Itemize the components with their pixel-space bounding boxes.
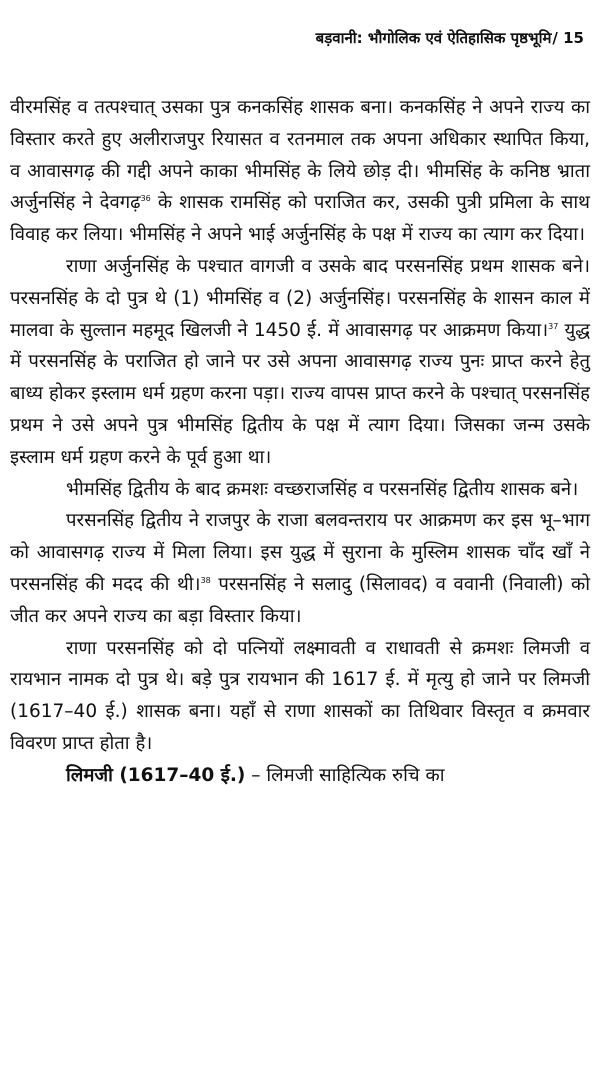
header-separator: / [552, 29, 564, 47]
paragraph-text: परसनसिंह द्वितीय ने राजपुर के राजा बलवन्तराय पर आक्रमण कर इस भू–भाग को आवासगढ़ राज्य में मिला लिया। इस युद्ध में सुराना के मुस्लिम शासक चाँद खाँ ने परसनसिंह की मदद की थी। [10, 510, 590, 595]
paragraph-text: राणा अर्जुनसिंह के पश्चात वागजी व उसके बाद परसनसिंह प्रथम शासक बने। परसनसिंह के दो पुत्र थे (1) भीमसिंह व (2) अर्जुनसिंह। परसनसिंह के शासन काल में मालवा के सुल्तान महमूद खिलजी ने 1450 ई. में आवासगढ़ पर आक्रमण किया। [10, 255, 590, 341]
paragraph-text: राणा परसनसिंह को दो पत्नियों लक्ष्मावती व राधावती से क्रमशः लिमजी व रायभान नामक दो पुत्र थे। बड़े पुत्र रायभान की 1617 ई. में मृत्यु हो जाने पर लिमजी (1617–40 ई.) शासक बना। यहाँ से राणा शासकों का तिथिवार विस्तृत व क्रमवार विवरण प्राप्त होता है। [10, 637, 590, 754]
paragraph [10, 760, 590, 792]
paragraph-text: युद्ध में परसनसिंह के पराजित हो जाने पर उसे अपना आवासगढ़ राज्य पुनः प्राप्त करने हेतु बाध्य होकर इस्लाम धर्म ग्रहण करना पड़ा। राज्य वापस प्राप्त करने के पश्चात् परसनसिंह प्रथम ने उसे अपने पुत्र भीमसिंह द्वितीय के पक्ष में त्याग दिया। जिसका जन्म उसके इस्लाम धर्म ग्रहण करने के पूर्व हुआ था। [10, 319, 590, 468]
paragraph [10, 92, 590, 251]
paragraph-text: के शासक रामसिंह को पराजित कर, उसकी पुत्री प्रमिला के साथ विवाह कर लिया। भीमसिंह ने अपने भाई अर्जुनसिंह के पक्ष में राज्य का त्याग कर दिया। [10, 192, 590, 246]
header-title: बड़वानी: भौगोलिक एवं ऐतिहासिक पृष्ठभूमि [315, 29, 552, 47]
page-body [10, 92, 590, 792]
paragraph [10, 474, 590, 506]
footnote-ref: 36 [140, 194, 151, 204]
paragraph-text: – लिमजी साहित्यिक रुचि का [245, 764, 445, 786]
footnote-ref: 37 [548, 321, 559, 331]
running-header [316, 28, 584, 48]
paragraph-text: वीरमसिंह व तत्पश्चात् उसका पुत्र कनकसिंह शासक बना। कनकसिंह ने अपने राज्य का विस्तार करते हुए अलीराजपुर रियासत व रतनमाल तक अपना अधिकार स्थापित किया, व आवासगढ़ की गद्दी अपने काका भीमसिंह के लिये छोड़ दी। भीमसिंह के कनिष्ठ भ्राता अर्जुनसिंह ने देवगढ़ [10, 97, 590, 214]
paragraph [10, 505, 590, 632]
paragraph [10, 633, 590, 760]
page-number: 15 [563, 29, 584, 47]
paragraph-text: परसनसिंह ने सलादु (सिलावद) व ववानी (निवाली) को जीत कर अपने राज्य का बड़ा विस्तार किया। [10, 573, 590, 627]
paragraph [10, 251, 590, 474]
section-heading: लिमजी (1617–40 ई.) [66, 764, 246, 786]
footnote-ref: 38 [200, 575, 211, 585]
paragraph-text: भीमसिंह द्वितीय के बाद क्रमशः वच्छराजसिंह व परसनसिंह द्वितीय शासक बने। [66, 478, 579, 500]
